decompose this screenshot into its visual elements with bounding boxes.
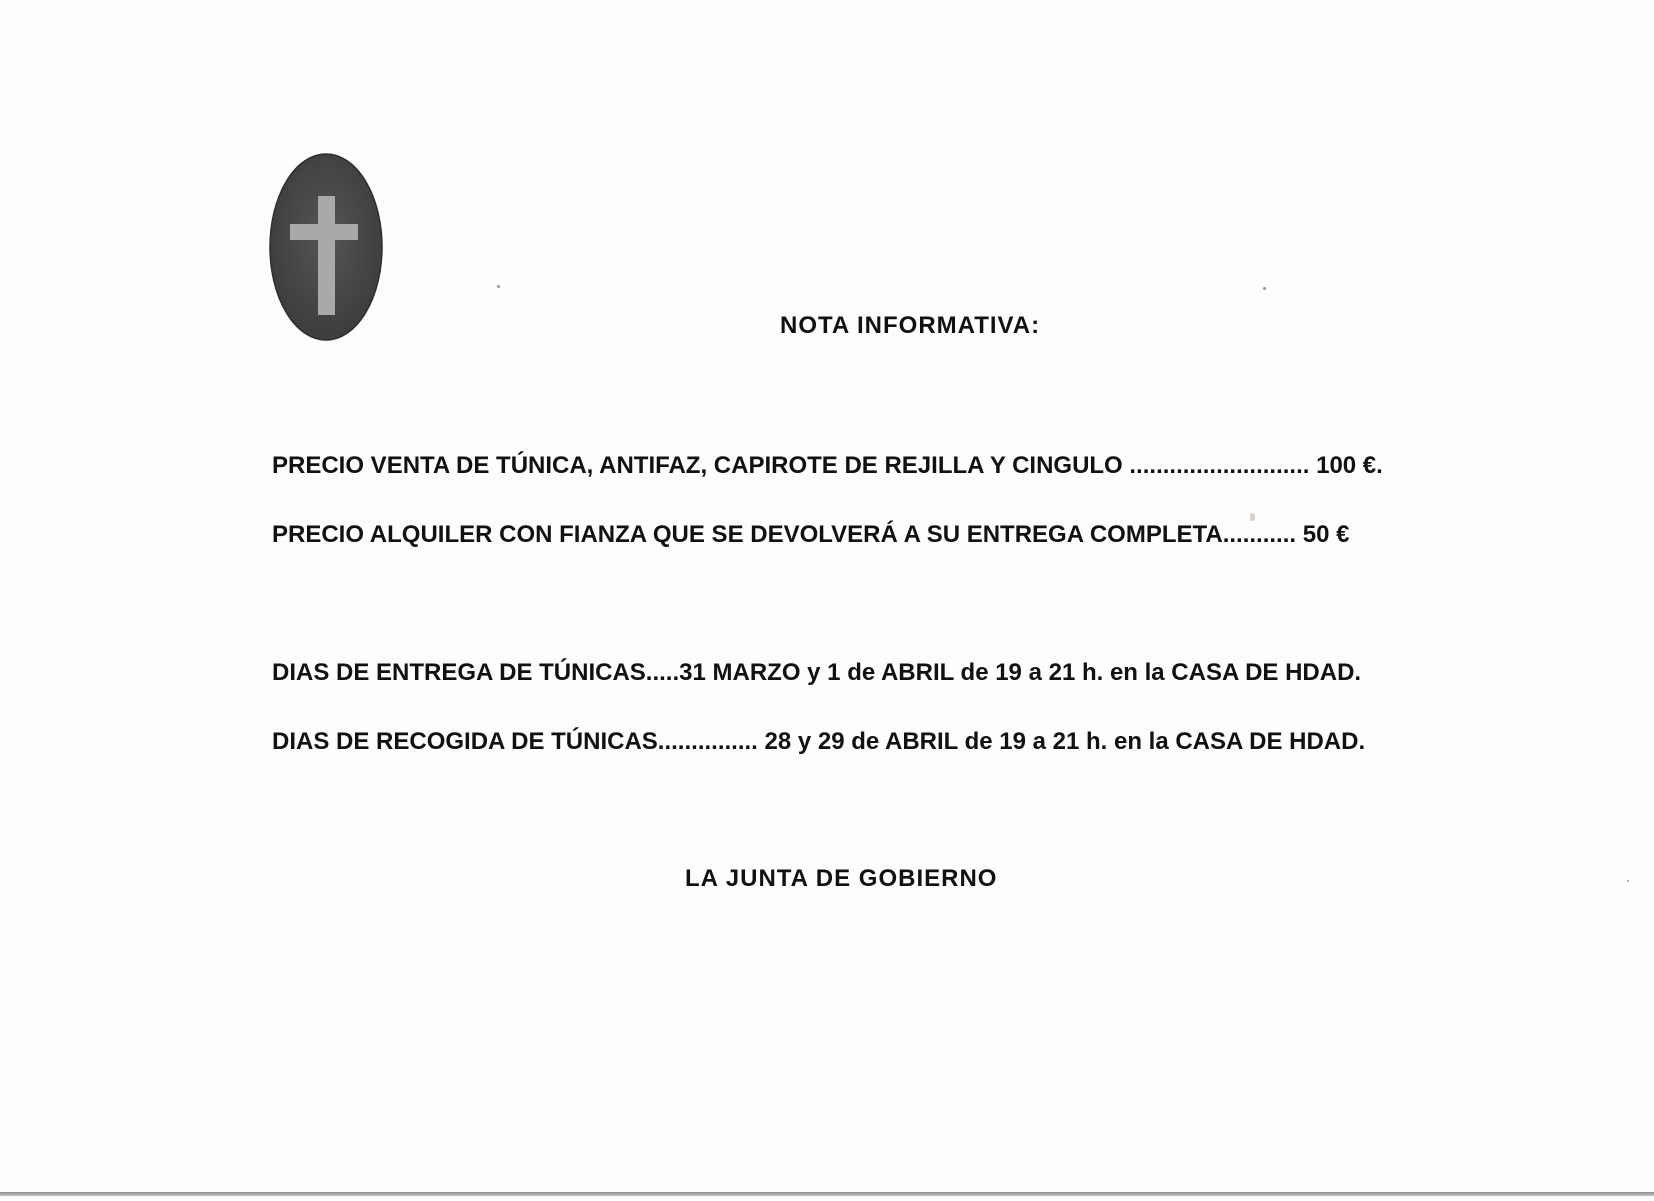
paper-speck xyxy=(1627,880,1629,882)
cross-emblem-icon xyxy=(269,152,385,342)
schedule-line-delivery: DIAS DE ENTREGA DE TÚNICAS.....31 MARZO y 1 de ABRIL de 19 a 21 h. en la CASA DE HDAD. xyxy=(272,659,1362,686)
price-line-rental: PRECIO ALQUILER CON FIANZA QUE SE DEVOLVERÁ A SU ENTREGA COMPLETA........... 50 € xyxy=(272,521,1350,548)
scan-edge-rule xyxy=(0,1192,1654,1196)
price-line-sale: PRECIO VENTA DE TÚNICA, ANTIFAZ, CAPIROTE DE REJILLA Y CINGULO ........................... 100 €. xyxy=(272,452,1383,479)
paper-speck xyxy=(1263,287,1266,290)
paper-stain xyxy=(1250,513,1255,521)
paper-speck xyxy=(497,285,500,288)
notice-title: NOTA INFORMATIVA: xyxy=(780,312,1041,339)
schedule-line-pickup: DIAS DE RECOGIDA DE TÚNICAS............... 28 y 29 de ABRIL de 19 a 21 h. en la CASA DE HDAD. xyxy=(272,728,1366,755)
signature: LA JUNTA DE GOBIERNO xyxy=(685,865,998,892)
